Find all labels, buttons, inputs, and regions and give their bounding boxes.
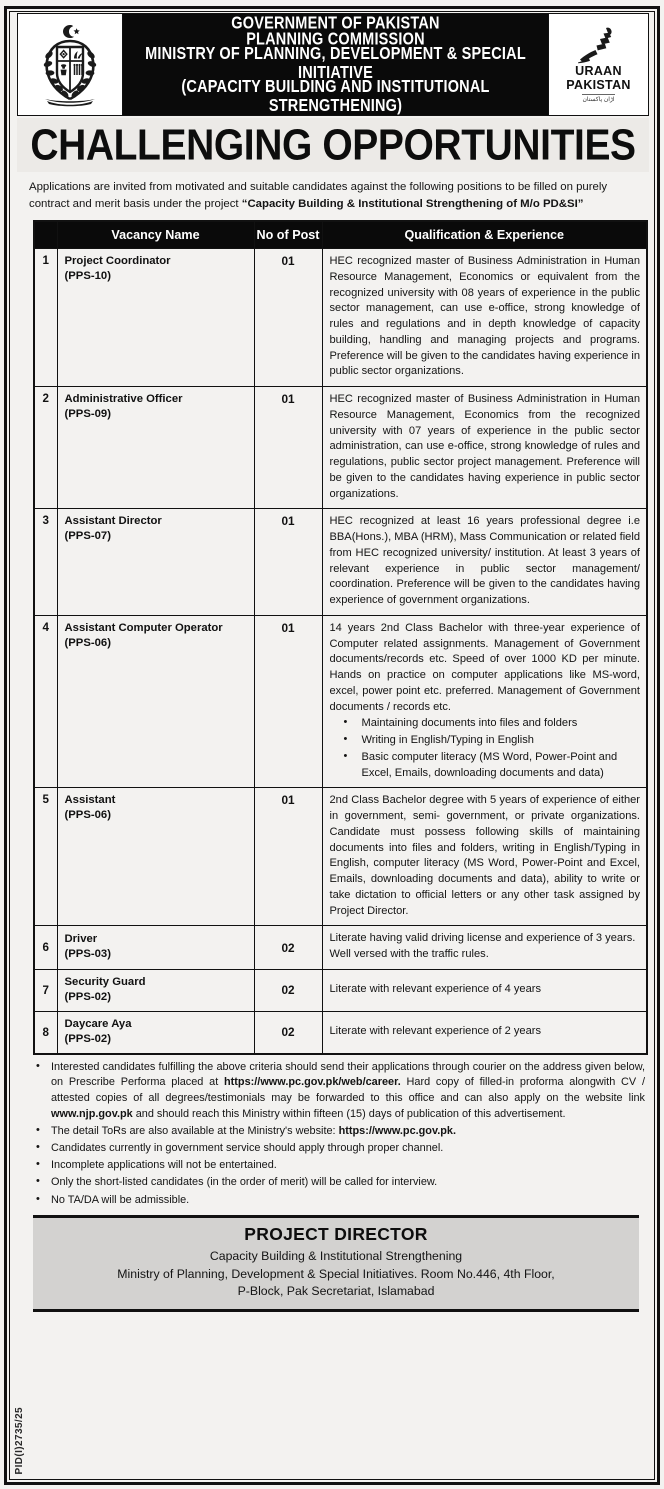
row-serial: 5	[34, 788, 57, 926]
qualification-bullet: • Writing in English/Typing in English	[344, 733, 641, 749]
vacancy-table	[33, 220, 648, 1054]
row-qualification: 2nd Class Bachelor degree with 5 years of experience of either in government, semi- government, or private organizations. Candidate must possess following skills of maintaining documents into files and folders, writing in English/Typing in English, computer literacy (MS Word, Power-Point and Excel, Emails, downloading documents and data), ability to write or take dictation to official letters or any other task assigned by Project Director.	[322, 788, 647, 926]
row-no-of-post: 02	[254, 969, 322, 1011]
table-row	[34, 509, 647, 616]
row-vacancy-name	[57, 969, 254, 1011]
header-line-commission: PLANNING COMMISSION	[246, 30, 425, 50]
row-qualification: HEC recognized master of Business Administration in Human Resource Management, Economics or equivalent from the recognized university with 08 years of experience in the public sector management, can use e-office, strong knowledge of rules and regulations and in depth knowledge of capacity building, handling and managing projects and programs. Preference will be given to the candidates having experience in public sector organizations.	[322, 249, 647, 387]
footer-address-2: P-Block, Pak Secretariat, Islamabad	[237, 1284, 435, 1299]
page-outer-border	[4, 6, 660, 1485]
note-item: • Candidates currently in government service should apply through proper channel.	[31, 1141, 645, 1157]
note-item: • No TA/DA will be admissible.	[31, 1193, 645, 1209]
vacancy-title: Security Guard	[64, 975, 146, 988]
row-serial: 4	[34, 615, 57, 788]
pakistan-text: PAKISTAN	[566, 77, 631, 92]
uraan-text: URAAN	[575, 64, 622, 79]
row-no-of-post: 01	[254, 249, 322, 387]
contact-footer	[33, 1215, 639, 1311]
table-header-row	[34, 221, 647, 249]
vacancy-scale: (PPS-02)	[64, 990, 111, 1003]
table-row	[34, 249, 647, 387]
vacancy-scale: (PPS-06)	[64, 636, 111, 649]
page-title: CHALLENGING OPPORTUNITIES	[30, 121, 636, 170]
footer-address-1: Ministry of Planning, Development & Special Initiatives. Room No.446, 4th Floor,	[117, 1266, 555, 1281]
row-no-of-post: 02	[254, 1011, 322, 1053]
footer-project: Capacity Building & Institutional Strengthening	[209, 1249, 463, 1264]
row-serial: 6	[34, 926, 57, 970]
uraan-pakistan-logo	[548, 14, 648, 115]
qualification-bullet: • Basic computer literacy (MS Word, Power-Point and Excel, Emails, downloading documents and data)	[344, 750, 641, 782]
vacancy-title: Assistant Computer Operator	[64, 621, 223, 634]
col-header-no-of-post: No of Post	[254, 221, 322, 249]
row-serial: 1	[34, 249, 57, 387]
vacancy-title: Project Coordinator	[64, 255, 171, 268]
row-qualification: Literate having valid driving license and experience of 3 years. Well versed with the traffic rules.	[322, 926, 647, 970]
footer-title: PROJECT DIRECTOR	[244, 1224, 428, 1245]
col-header-serial	[34, 221, 57, 249]
intro-project-name: “Capacity Building & Institutional Strengthening of M/o PD&SI”	[241, 197, 584, 210]
qualification-bullet: • Maintaining documents into files and folders	[344, 716, 641, 732]
table-row	[34, 615, 647, 788]
state-emblem-container	[18, 14, 123, 115]
intro-paragraph	[15, 172, 653, 220]
vacancy-table-body	[34, 249, 647, 1054]
row-vacancy-name	[57, 615, 254, 788]
table-row	[34, 1011, 647, 1053]
row-qualification: HEC recognized master of Business Administration in Human Resource Management, Economics from the recognized university with 07 years of experience in the public sector administration, can use e-office, strong knowledge of rules and regulations, public sector project management. Preference will be given to the candidates having experience in public sector organizations.	[322, 387, 647, 509]
note-item: • The detail ToRs are also available at the Ministry's website: https://www.pc.gov.pk.	[31, 1124, 645, 1140]
qualification-text: 14 years 2nd Class Bachelor with three-year experience of Computer related assignments. Management of Government documents/records etc. Speed of over 1000 KD per minute. Hands on practice on computer applications like MS-word, excel, power point etc. preferred. Management of Government documents / records etc.	[329, 621, 640, 713]
row-no-of-post: 01	[254, 509, 322, 616]
row-vacancy-name	[57, 387, 254, 509]
vacancy-scale: (PPS-02)	[64, 1032, 111, 1045]
note-item: • Incomplete applications will not be entertained.	[31, 1158, 645, 1174]
header-line-ministry: MINISTRY OF PLANNING, DEVELOPMENT & SPECIAL INITIATIVE	[145, 45, 526, 84]
page-content	[15, 13, 653, 1480]
row-no-of-post: 01	[254, 615, 322, 788]
pakistan-state-emblem-icon	[33, 23, 107, 107]
vacancy-scale: (PPS-09)	[64, 408, 111, 421]
row-no-of-post: 01	[254, 788, 322, 926]
vacancy-title: Assistant Director	[64, 515, 162, 528]
row-vacancy-name	[57, 926, 254, 970]
row-serial: 2	[34, 387, 57, 509]
pid-reference: PID(I)2735/25	[14, 1406, 25, 1474]
uraan-pakistan-map-icon	[576, 26, 622, 64]
row-serial: 8	[34, 1011, 57, 1053]
row-no-of-post: 02	[254, 926, 322, 970]
row-vacancy-name	[57, 249, 254, 387]
note-item: • Only the short-listed candidates (in the order of merit) will be called for interview.	[31, 1175, 645, 1191]
table-row	[34, 788, 647, 926]
vacancy-scale: (PPS-07)	[64, 530, 111, 543]
intro-text: Applications are invited from motivated and suitable candidates against the following positions to be filled on purely contract and merit basis under the project	[29, 181, 608, 210]
vacancy-scale: (PPS-03)	[64, 948, 111, 961]
row-serial: 7	[34, 969, 57, 1011]
header-line-govt: GOVERNMENT OF PAKISTAN	[231, 14, 440, 34]
header-titles	[123, 14, 548, 115]
vacancy-scale: (PPS-10)	[64, 270, 111, 283]
qualification-bullets	[330, 716, 641, 781]
note-item: • Interested candidates fulfilling the above criteria should send their applications through courier on the address given below, on Prescribe Performa placed at https://www.pc.gov.pk/web/career. Hard copy of filled-in proforma alongwith CV / attested copies of all degrees/testimonials may be forwarded to this office and can also apply on the website link www.njp.gov.pk and should reach this Ministry within fifteen (15) days of publication of this advertisement.	[31, 1060, 645, 1123]
row-no-of-post: 01	[254, 387, 322, 509]
header-line-project: (CAPACITY BUILDING AND INSTITUTIONAL STRENGTHENING)	[181, 77, 490, 116]
vacancy-title: Administrative Officer	[64, 393, 183, 406]
col-header-qualification: Qualification & Experience	[322, 221, 647, 249]
vacancy-title: Daycare Aya	[64, 1017, 132, 1030]
col-header-vacancy-name: Vacancy Name	[57, 221, 254, 249]
application-notes	[31, 1060, 645, 1209]
row-serial: 3	[34, 509, 57, 616]
row-qualification: Literate with relevant experience of 2 years	[322, 1011, 647, 1053]
row-qualification: Literate with relevant experience of 4 years	[322, 969, 647, 1011]
row-vacancy-name	[57, 788, 254, 926]
row-vacancy-name	[57, 1011, 254, 1053]
title-band	[17, 118, 649, 172]
row-vacancy-name	[57, 509, 254, 616]
uraan-urdu-text: اڑان پاکستان	[582, 94, 614, 103]
document-header	[17, 13, 649, 116]
row-qualification: HEC recognized at least 16 years professional degree i.e BBA(Hons.), MBA (HRM), Mass Communication or related field from HEC recognized university/ institution. At least 3 years of relevant experience in public sector management/ coordination. Preference will be given to the candidates having experience of government organizations.	[322, 509, 647, 616]
vacancy-title: Assistant	[64, 794, 116, 807]
table-row	[34, 926, 647, 970]
row-qualification	[322, 615, 647, 788]
table-row	[34, 387, 647, 509]
table-row	[34, 969, 647, 1011]
vacancy-title: Driver	[64, 933, 98, 946]
vacancy-scale: (PPS-06)	[64, 809, 111, 822]
